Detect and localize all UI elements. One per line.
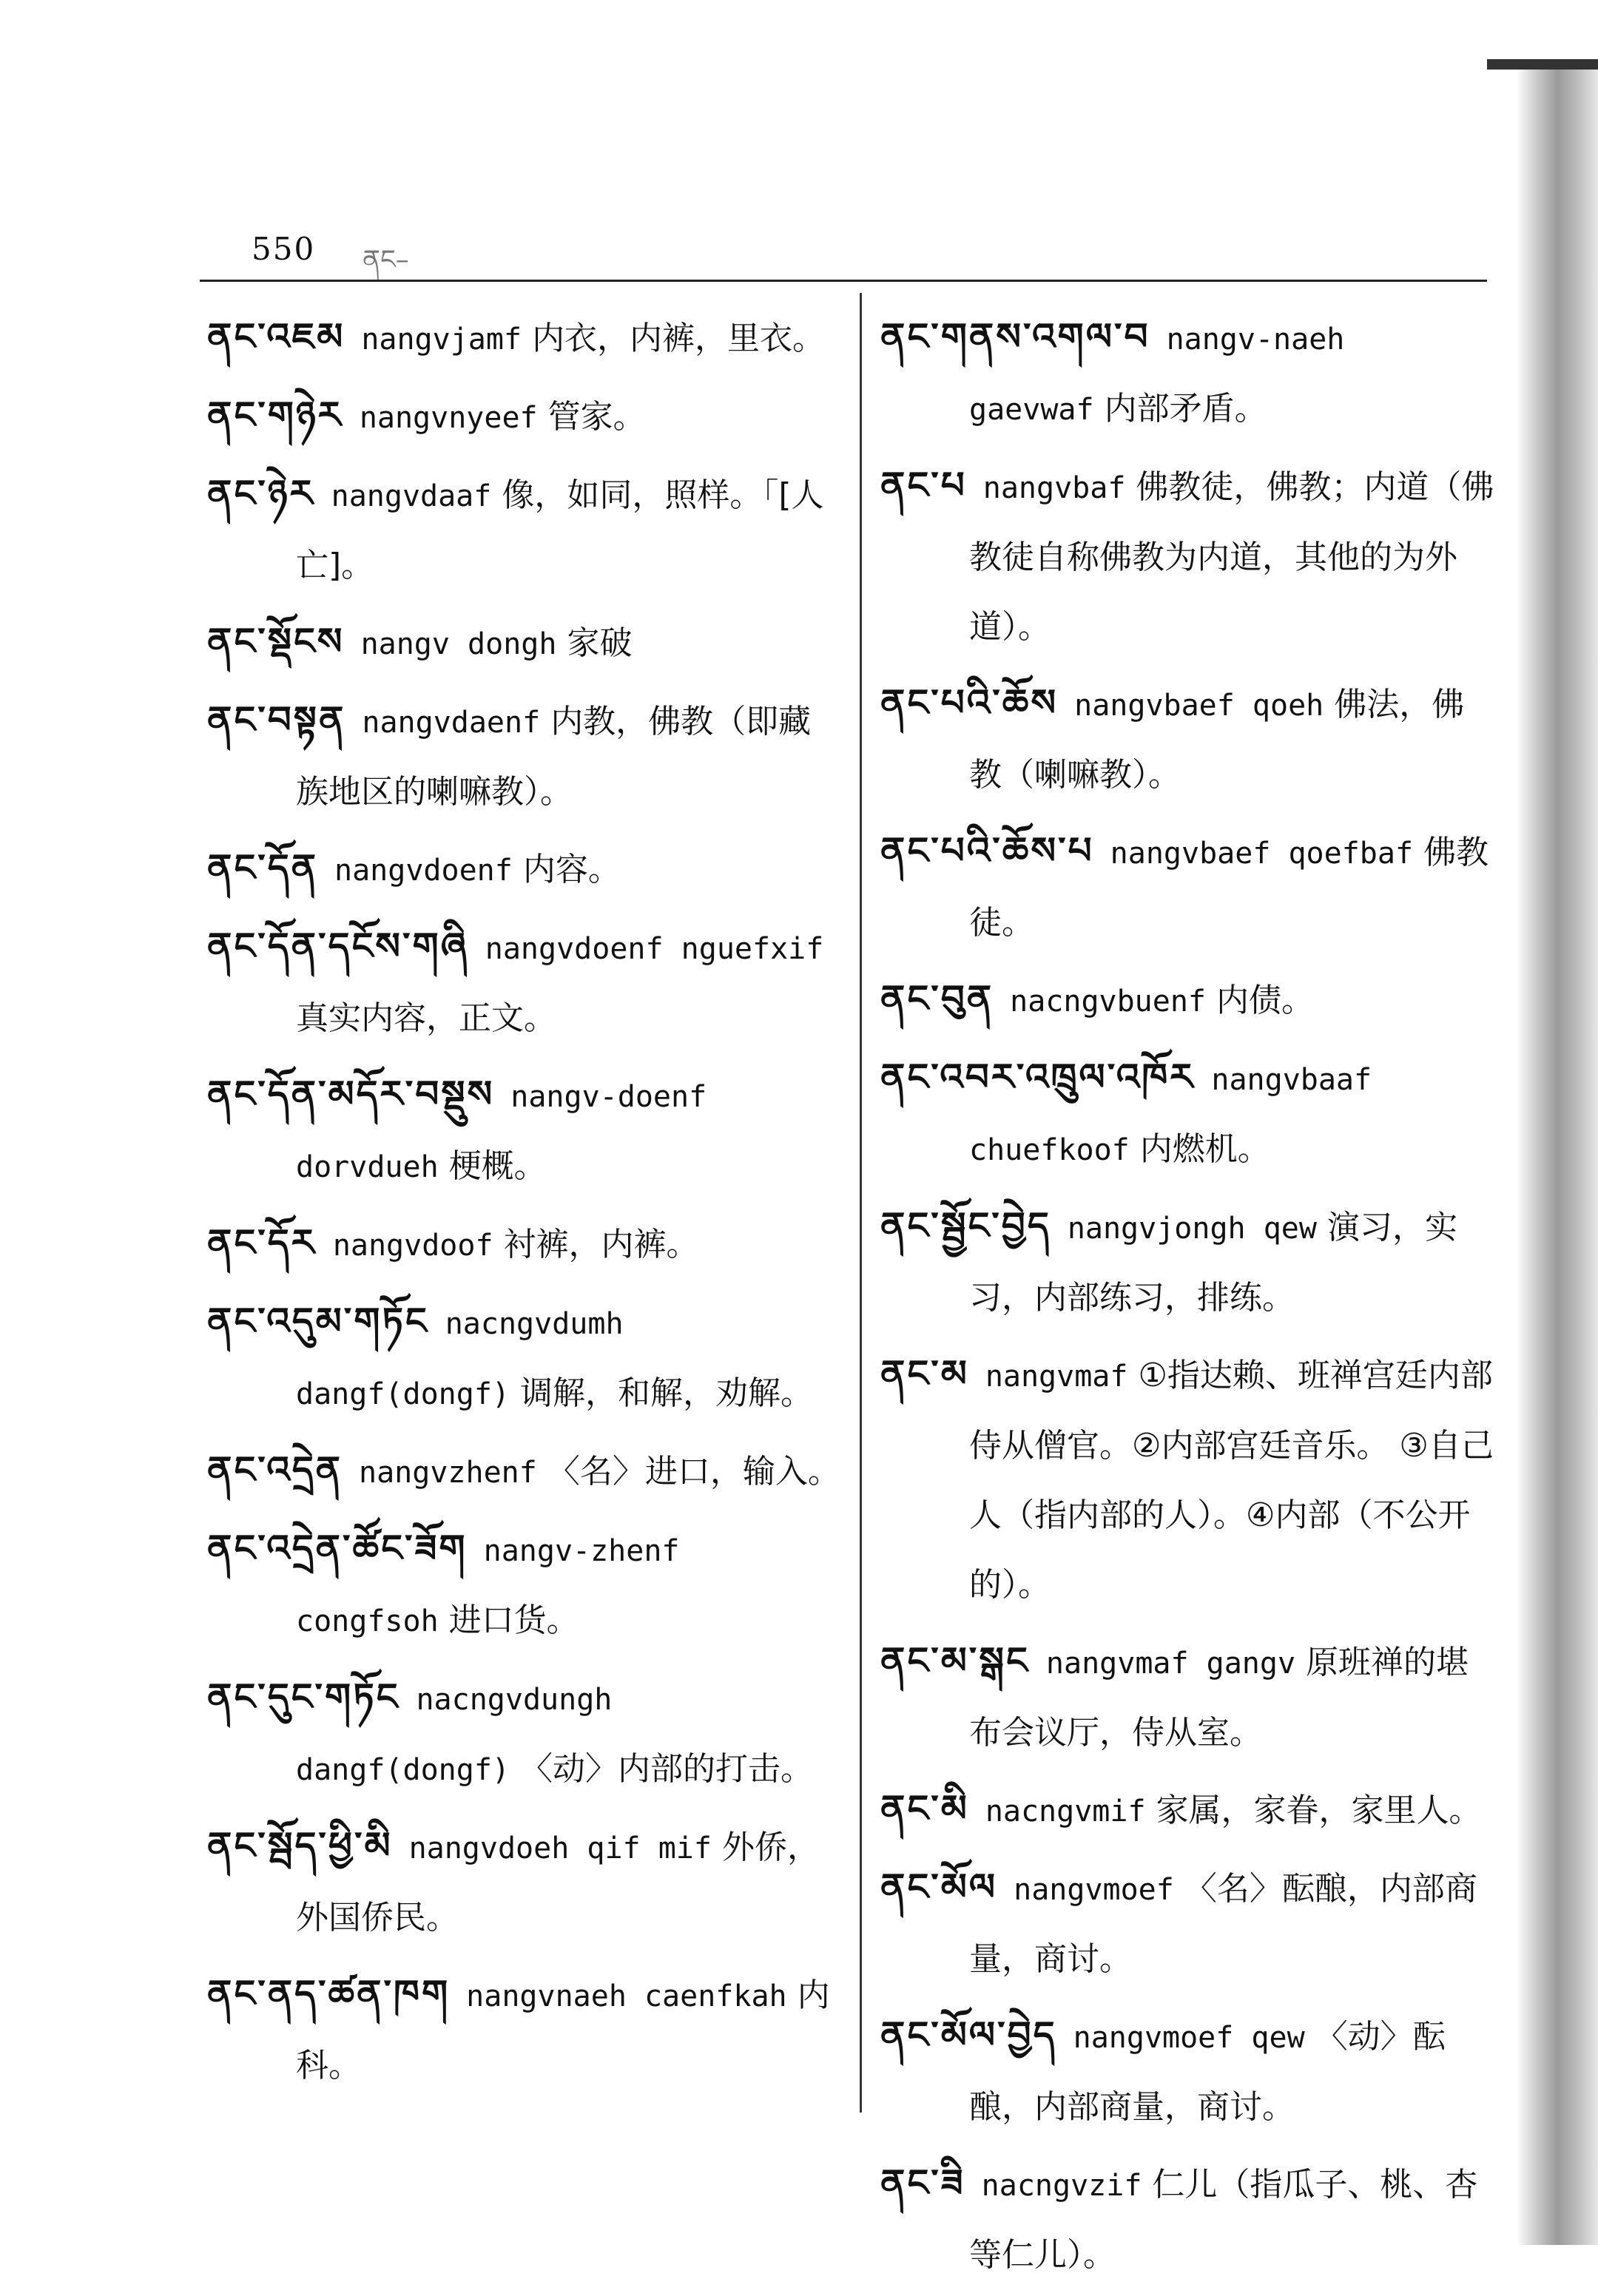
- tibetan-headword: ནང་དུང་གཏོང: [207, 1675, 400, 1718]
- definition: 内教，佛教（即藏族地区的喇嘛教）。: [296, 703, 812, 811]
- tibetan-headword: ནང་གཉེར: [207, 394, 343, 436]
- romanization: nacngvzif: [981, 2169, 1142, 2203]
- definition: 家属，家眷，家里人。: [1156, 1792, 1482, 1829]
- dictionary-entry: [207, 607, 843, 679]
- dictionary-entry: [880, 302, 1494, 445]
- tibetan-headword: ནང་ཉེར: [207, 472, 315, 515]
- romanization: nangvbaef qoefbaf: [1110, 837, 1414, 871]
- dictionary-entry: [207, 911, 843, 1053]
- dictionary-entry: [207, 685, 843, 827]
- definition: 真实内容，正文。: [296, 999, 556, 1037]
- dictionary-entry: [207, 1435, 843, 1507]
- right-column: [880, 302, 1494, 2296]
- romanization: nangvdaaf: [331, 479, 492, 513]
- tibetan-headword: ནང་ཟི: [880, 2161, 965, 2204]
- tibetan-headword: ནང་འདུམ་གཏོང: [207, 1300, 429, 1343]
- tibetan-headword: ནང་པ: [880, 464, 967, 507]
- romanization: nangvnyeef: [359, 401, 538, 435]
- definition: 佛教徒，佛教；内道（佛教徒自称佛教为内道，其他的为外道）。: [969, 468, 1494, 646]
- tibetan-headword: ནང་སྦོད་ཕྱི་མི: [207, 1824, 393, 1867]
- dictionary-entry: [880, 816, 1494, 958]
- dictionary-entry: [880, 668, 1494, 810]
- romanization: nangvdaenf: [362, 706, 541, 740]
- tibetan-headword: ནང་མོལ: [880, 1866, 998, 1908]
- tibetan-headword: ནང་མ་སྒང: [880, 1639, 1030, 1682]
- romanization: nangvjamf: [361, 323, 522, 357]
- definition: 佛法，佛教（喇嘛教）。: [969, 686, 1465, 794]
- definition: 内科。: [296, 1976, 830, 2084]
- definition: 演习，实习，内部练习，排练。: [969, 1209, 1457, 1317]
- tibetan-headword: ནང་འབར་འཁྲུལ་འཁོར: [880, 1056, 1196, 1098]
- tibetan-headword: ནང་དོན་དངོས་གཞི: [207, 925, 469, 968]
- book-binding-edge: [1517, 59, 1598, 2245]
- romanization: nacngvdungh dangf(dongf): [296, 1683, 613, 1787]
- tibetan-headword: ནང་པའི་ཆོས་པ: [880, 829, 1094, 872]
- column-divider: [860, 293, 862, 2113]
- definition: 衬裤，内裤。: [503, 1226, 699, 1263]
- romanization: nangvmaf: [985, 1360, 1128, 1394]
- romanization: nangvbaaf chuefkoof: [969, 1063, 1372, 1167]
- definition: 外侨，外国侨民。: [296, 1829, 820, 1937]
- definition: 调解，和解，劝解。: [519, 1374, 813, 1412]
- left-column: [207, 302, 843, 2107]
- header-rule: [200, 280, 1487, 282]
- definition: 〈动〉酝酿，内部商量，商讨。: [969, 2018, 1446, 2126]
- dictionary-entry: [207, 1513, 843, 1656]
- dictionary-entry: [207, 459, 843, 601]
- definition: 〈名〉进口，输入。: [547, 1453, 840, 1490]
- tibetan-headword: ནང་པའི་ཆོས: [880, 681, 1059, 724]
- running-head: ནང–: [363, 245, 409, 275]
- romanization: nacngvbuenf: [1010, 985, 1207, 1019]
- dictionary-entry: [880, 2148, 1494, 2290]
- tibetan-headword: ནང་འདྲེན: [207, 1448, 343, 1491]
- tibetan-headword: ནང་མ: [880, 1352, 969, 1395]
- binding-edge-bar: [1487, 59, 1598, 70]
- tibetan-headword: ནང་དོར: [207, 1221, 317, 1264]
- tibetan-headword: ནང་ནད་ཚན་ཁག: [207, 1972, 451, 2015]
- dictionary-entry: [207, 1059, 843, 1202]
- romanization: nangvdoeh qif mif: [408, 1831, 712, 1866]
- definition: 进口货。: [448, 1601, 579, 1639]
- dictionary-entry: [880, 450, 1494, 662]
- dictionary-entry: [207, 1959, 843, 2101]
- romanization: nangvdoof: [332, 1229, 493, 1263]
- definition: 内衣，内裤，里衣。: [532, 320, 826, 357]
- tibetan-headword: ནང་བུན: [880, 977, 994, 1020]
- romanization: nangvbaf: [982, 471, 1126, 505]
- dictionary-entry: [880, 1852, 1494, 1994]
- definition: 仁儿（指瓜子、桃、杏等仁儿）。: [969, 2166, 1478, 2274]
- romanization: nangvdoenf: [334, 854, 513, 888]
- dictionary-entry: [880, 1042, 1494, 1185]
- definition: 〈动〉内部的打击。: [519, 1750, 813, 1788]
- dictionary-entry: [207, 833, 843, 905]
- romanization: nangv-zhenf congfsoh: [296, 1534, 680, 1638]
- tibetan-headword: ནང་སྦྱོང་བྱེད: [880, 1204, 1051, 1247]
- romanization: nangv-doenf dorvdueh: [296, 1080, 707, 1184]
- dictionary-entry: [207, 1208, 843, 1280]
- tibetan-headword: ནང་སྡོངས: [207, 620, 345, 663]
- dictionary-entry: [880, 1191, 1494, 1333]
- romanization: nangvmoef: [1014, 1873, 1174, 1907]
- tibetan-headword: ནང་འཇམ: [207, 315, 345, 358]
- romanization: nangvnaeh caenfkah: [466, 1979, 787, 2013]
- dictionary-entry: [207, 1811, 843, 1953]
- tibetan-headword: ནང་དོན་མདོར་བསྡུས: [207, 1073, 495, 1115]
- definition: 像，如同，照样。「[人亡]。: [296, 476, 824, 584]
- dictionary-entry: [880, 964, 1494, 1036]
- romanization: nacngvdumh dangf(dongf): [296, 1307, 624, 1411]
- dictionary-entry: [880, 1626, 1494, 1768]
- romanization: nangv-naeh gaevwaf: [969, 323, 1345, 427]
- definition: 原班禅的堪布会议厅，侍从室。: [969, 1644, 1469, 1752]
- definition: 内燃机。: [1139, 1130, 1270, 1168]
- romanization: nangvdoenf nguefxif: [485, 932, 824, 966]
- definition: 〈名〉酝酿，内部商量，商讨。: [969, 1870, 1477, 1978]
- definition: 内部矛盾。: [1104, 390, 1267, 428]
- dictionary-entry: [880, 1774, 1494, 1846]
- romanization: nangvjongh qew: [1067, 1212, 1317, 1246]
- romanization: nangvbaef qoeh: [1074, 689, 1324, 723]
- tibetan-headword: ནང་བསྟན: [207, 698, 346, 741]
- definition: 梗概。: [448, 1147, 547, 1185]
- definition: 内容。: [522, 851, 621, 888]
- tibetan-headword: ནང་མི: [880, 1787, 969, 1830]
- dictionary-entry: [880, 1339, 1494, 1620]
- dictionary-entry: [207, 302, 843, 374]
- definition: 家破: [567, 624, 633, 662]
- romanization: nangvmoef qew: [1073, 2021, 1305, 2055]
- dictionary-entry: [880, 2000, 1494, 2142]
- romanization: nangv dongh: [360, 627, 557, 661]
- dictionary-entry: [207, 380, 843, 453]
- dictionary-entry: [207, 1286, 843, 1429]
- definition: ①指达赖、班禅宫廷内部侍从僧官。②内部宫廷音乐。 ③自己人（指内部的人）。④内部（不公开的）。: [969, 1357, 1494, 1604]
- tibetan-headword: ནང་མོལ་བྱེད: [880, 2013, 1057, 2056]
- romanization: nangvmaf gangv: [1045, 1647, 1296, 1681]
- page-number: 550: [252, 231, 316, 267]
- romanization: nacngvmif: [985, 1794, 1146, 1829]
- tibetan-headword: ནང་འདྲེན་ཚོང་ཟོག: [207, 1527, 468, 1570]
- romanization: nangvzhenf: [359, 1456, 537, 1490]
- dictionary-entry: [207, 1662, 843, 1805]
- definition: 管家。: [547, 398, 646, 436]
- definition: 内债。: [1216, 982, 1315, 1019]
- tibetan-headword: ནང་གནས་འགལ་བ: [880, 315, 1150, 358]
- tibetan-headword: ནང་དོན: [207, 846, 318, 889]
- definition: 佛教徒。: [969, 834, 1489, 942]
